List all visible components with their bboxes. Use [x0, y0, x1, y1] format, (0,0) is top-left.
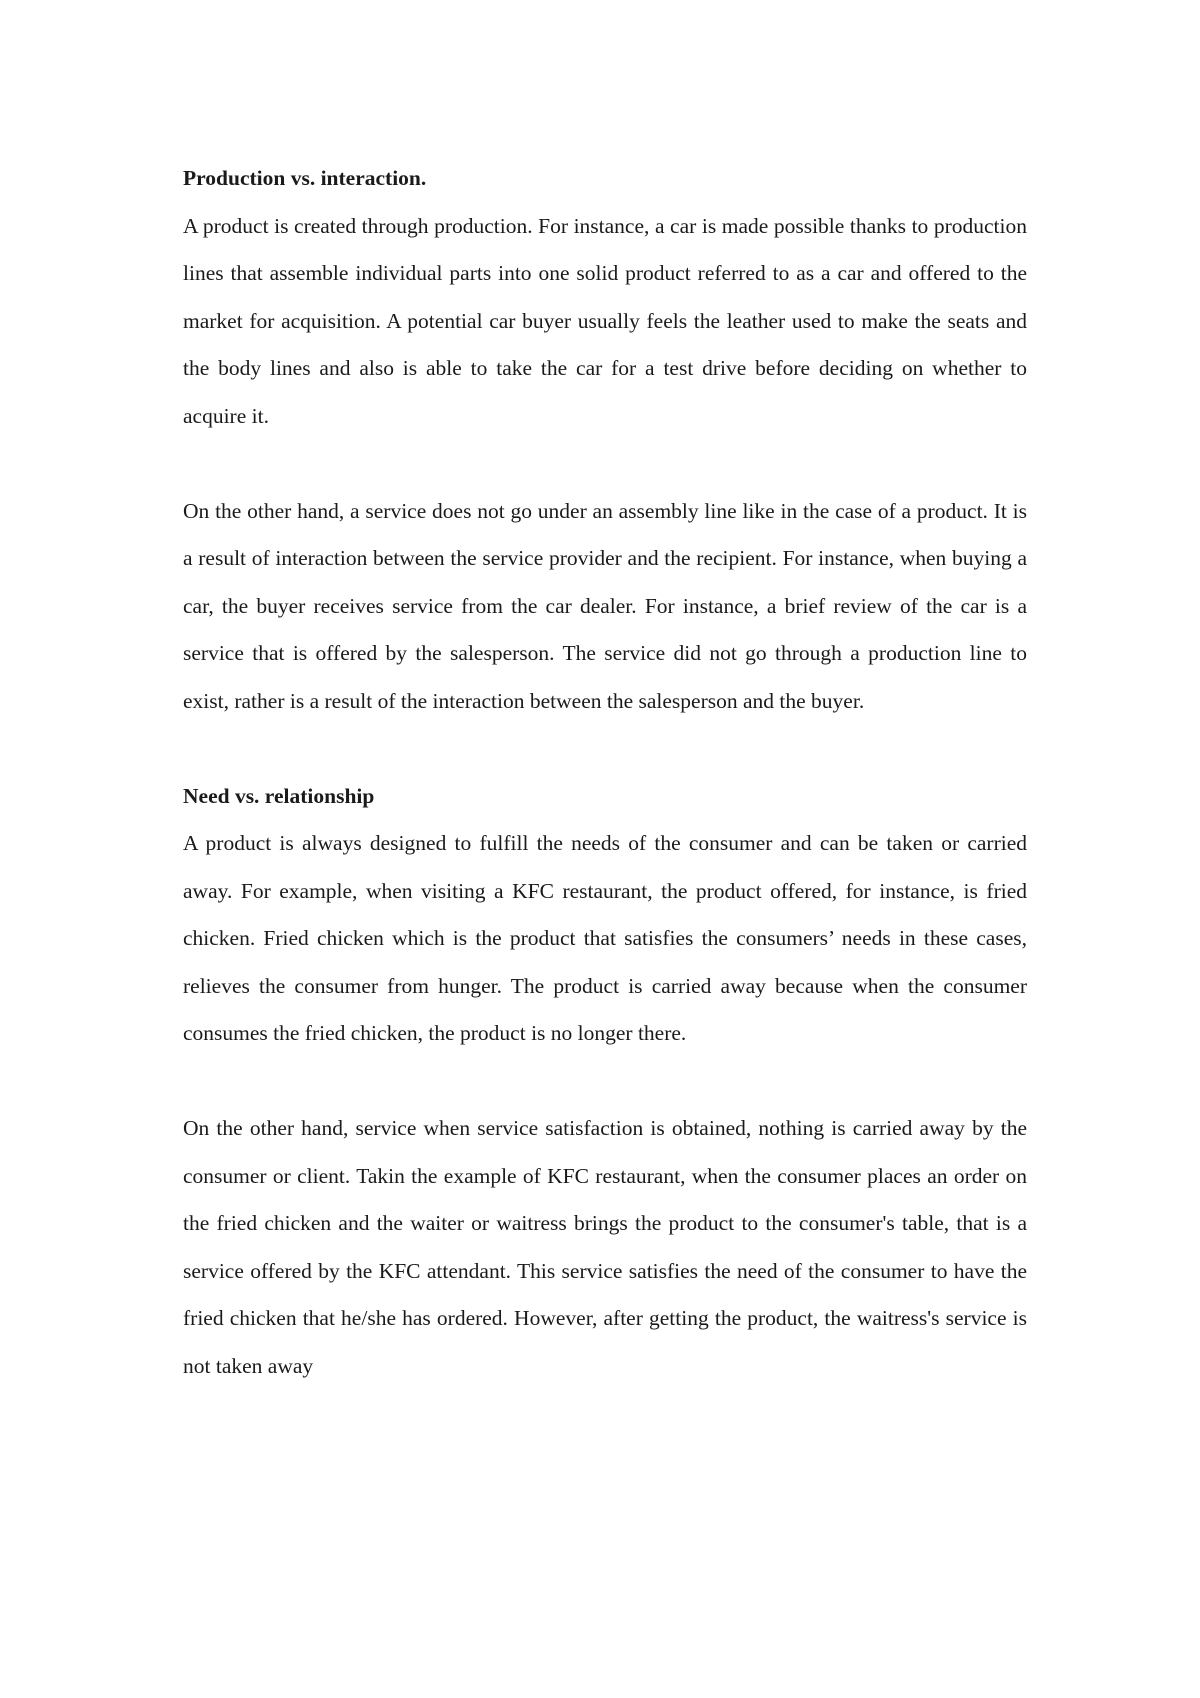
paragraph-spacer [183, 440, 1027, 488]
paragraph: On the other hand, service when service satisfaction is obtained, nothing is carried away by the consumer or client. Takin the example of KFC restaurant, when the consumer places an order on the fried chicken and the waiter or waitress brings the product to the consumer's table, that is a service offered by the KFC attendant. This service satisfies the need of the consumer to have the fried chicken that he/she has ordered. However, after getting the product, the waitress's service is not taken away [183, 1116, 1027, 1378]
paragraph: A product is always designed to fulfill the needs of the consumer and can be taken or carried away. For example, when visiting a KFC restaurant, the product offered, for instance, is fried chicken. Fried chicken which is the product that satisfies the consumers’ needs in these cases, relieves the consumer from hunger. The product is carried away because when the consumer consumes the fried chicken, the product is no longer there. [183, 831, 1027, 1045]
document-body [183, 155, 1027, 1390]
section-production-vs-interaction [183, 155, 1027, 725]
section-spacer [183, 725, 1027, 773]
paragraph: On the other hand, a service does not go under an assembly line like in the case of a product. It is a result of interaction between the service provider and the recipient. For instance, when buying a car, the buyer receives service from the car dealer. For instance, a brief review of the car is a service that is offered by the salesperson. The service did not go through a production line to exist, rather is a result of the interaction between the salesperson and the buyer. [183, 498, 1027, 713]
paragraph-spacer [183, 1058, 1027, 1106]
section-heading: Need vs. relationship [183, 783, 375, 808]
section-need-vs-relationship [183, 773, 1027, 1391]
section-heading: Production vs. interaction. [183, 166, 427, 190]
paragraph: A product is created through production. For instance, a car is made possible thanks to production lines that assemble individual parts into one solid product referred to as a car and offered to the market for acquisition. A potential car buyer usually feels the leather used to make the seats and the body lines and also is able to take the car for a test drive before deciding on whether to acquire it. [183, 213, 1027, 428]
